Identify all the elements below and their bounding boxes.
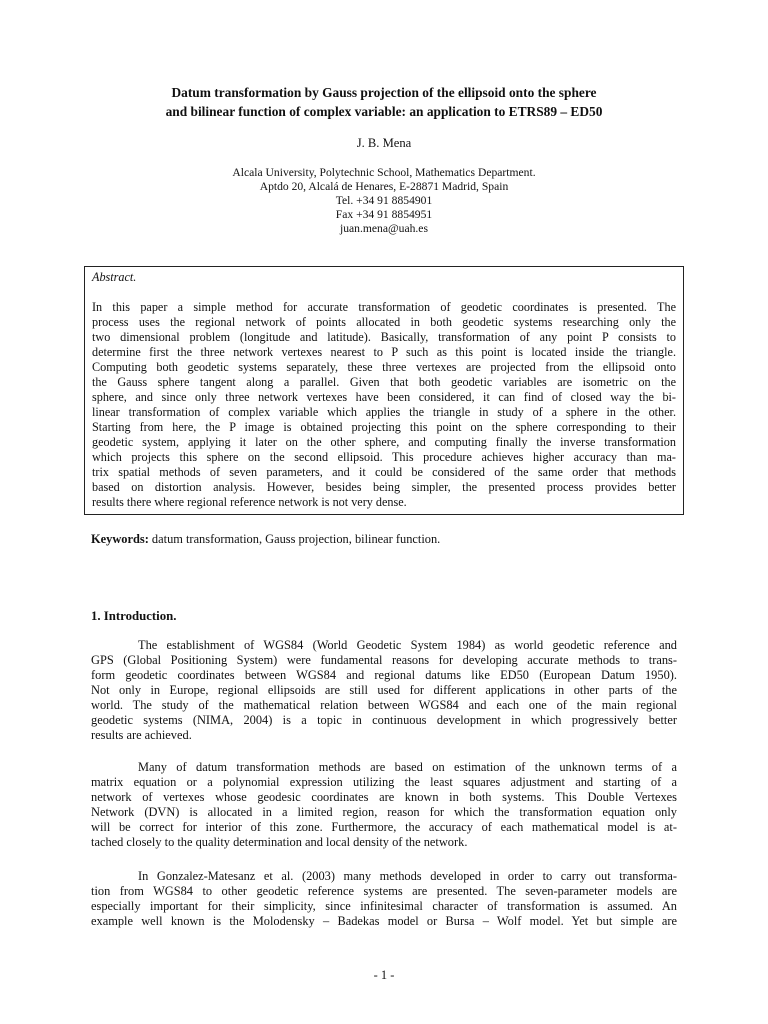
abstract-line: trix spatial methods of seven parameters, and it could be considered of the same order that methods <box>92 465 676 479</box>
paper-title-line-1: Datum transformation by Gauss projection of the ellipsoid onto the sphere <box>171 85 597 100</box>
body-line: GPS (Global Positioning System) were fundamental reasons for developing accurate methods to trans- <box>91 653 677 667</box>
body-line: results are achieved. <box>91 728 192 742</box>
body-line: Network (DVN) is allocated in a limited region, reason for which the transformation equation only <box>91 805 677 819</box>
body-line: geodetic systems (NIMA, 2004) is a topic in continuous development in which progressively better <box>91 713 677 727</box>
author-email: juan.mena@uah.es <box>340 222 428 235</box>
abstract-line: which projects this sphere on the second ellipsoid. This procedure achieves higher accuracy than ma- <box>92 450 676 464</box>
body-line: The establishment of WGS84 (World Geodetic System 1984) as world geodetic reference and <box>138 638 677 652</box>
abstract-heading: Abstract. <box>92 270 137 284</box>
body-line: Not only in Europe, regional ellipsoids are still used for different applications in other parts of the <box>91 683 677 697</box>
abstract-line: Computing both geodetic systems separately, these three vertexes are projected from the ellipsoid onto <box>92 360 676 374</box>
body-line: tached closely to the quality determination and local density of the network. <box>91 835 468 849</box>
keywords <box>91 531 440 547</box>
body-line: world. The study of the mathematical relation between WGS84 and each one of the main regional <box>91 698 677 712</box>
abstract-line: linear transformation of complex variable which applies the triangle in study of a sphere in the other. <box>92 405 676 419</box>
body-line: example well known is the Molodensky – Badekas model or Bursa – Wolf model. Yet but simple are <box>91 914 677 928</box>
body-line: tion from WGS84 to other geodetic reference systems are presented. The seven-parameter models are <box>91 884 677 898</box>
keywords-text: datum transformation, Gauss projection, bilinear function. <box>148 532 441 546</box>
abstract-box <box>84 266 684 515</box>
body-line: In Gonzalez-Matesanz et al. (2003) many methods developed in order to carry out transforma- <box>138 869 677 883</box>
affiliation-line: Aptdo 20, Alcalá de Henares, E-28871 Madrid, Spain <box>259 180 509 193</box>
paper-title-line-2: and bilinear function of complex variable: an application to ETRS89 – ED50 <box>165 104 603 119</box>
section-heading: 1. Introduction. <box>91 609 177 623</box>
abstract-line: sphere, and since only three network vertexes have been considered, it can find of closed way the bi- <box>92 390 676 404</box>
abstract-line: two dimensional problem (longitude and latitude). Basically, transformation of any point P consists to <box>92 330 676 344</box>
abstract-line: the Gauss sphere tangent along a parallel. Given that both geodetic variables are isometric on the <box>92 375 676 389</box>
abstract-line: determine first the three network vertexes nearest to P such as this point is located inside the triangle. <box>92 345 676 359</box>
affiliation-line: Alcala University, Polytechnic School, Mathematics Department. <box>232 166 536 179</box>
keywords-label: Keywords: <box>91 532 149 546</box>
page-number: - 1 - <box>373 968 395 982</box>
body-line: Many of datum transformation methods are based on estimation of the unknown terms of a <box>138 760 677 774</box>
body-line: network of vertexes whose geodesic coordinates are known in both systems. This Double Vertexes <box>91 790 677 804</box>
abstract-line: based on distortion analysis. However, besides being simpler, the presented process provides better <box>92 480 676 494</box>
abstract-line: Starting from here, the P image is obtained projecting this point on the sphere corresponding to their <box>92 420 676 434</box>
affiliation-phone: Tel. +34 91 8854901 <box>335 194 433 207</box>
body-line: especially important for their simplicity, since infinitesimal character of transformation is assumed. An <box>91 899 677 913</box>
abstract-line: In this paper a simple method for accurate transformation of geodetic coordinates is presented. The <box>92 300 676 314</box>
body-line: form geodetic coordinates between WGS84 and regional datums like ED50 (European Datum 1950). <box>91 668 677 682</box>
body-line: matrix equation or a polynomial expression utilizing the least squares adjustment and starting of a <box>91 775 677 789</box>
affiliation-fax: Fax +34 91 8854951 <box>335 208 433 221</box>
body-line: will be correct for interior of this zone. Furthermore, the accuracy of each mathematical model is at- <box>91 820 677 834</box>
abstract-line: process uses the regional network of points allocated in both geodetic systems researching only the <box>92 315 676 329</box>
abstract-line: results there where regional reference network is not very dense. <box>92 495 407 509</box>
abstract-line: geodetic system, applying it later on the other sphere, and computing finally the inverse transformation <box>92 435 676 449</box>
author-name: J. B. Mena <box>356 136 412 150</box>
